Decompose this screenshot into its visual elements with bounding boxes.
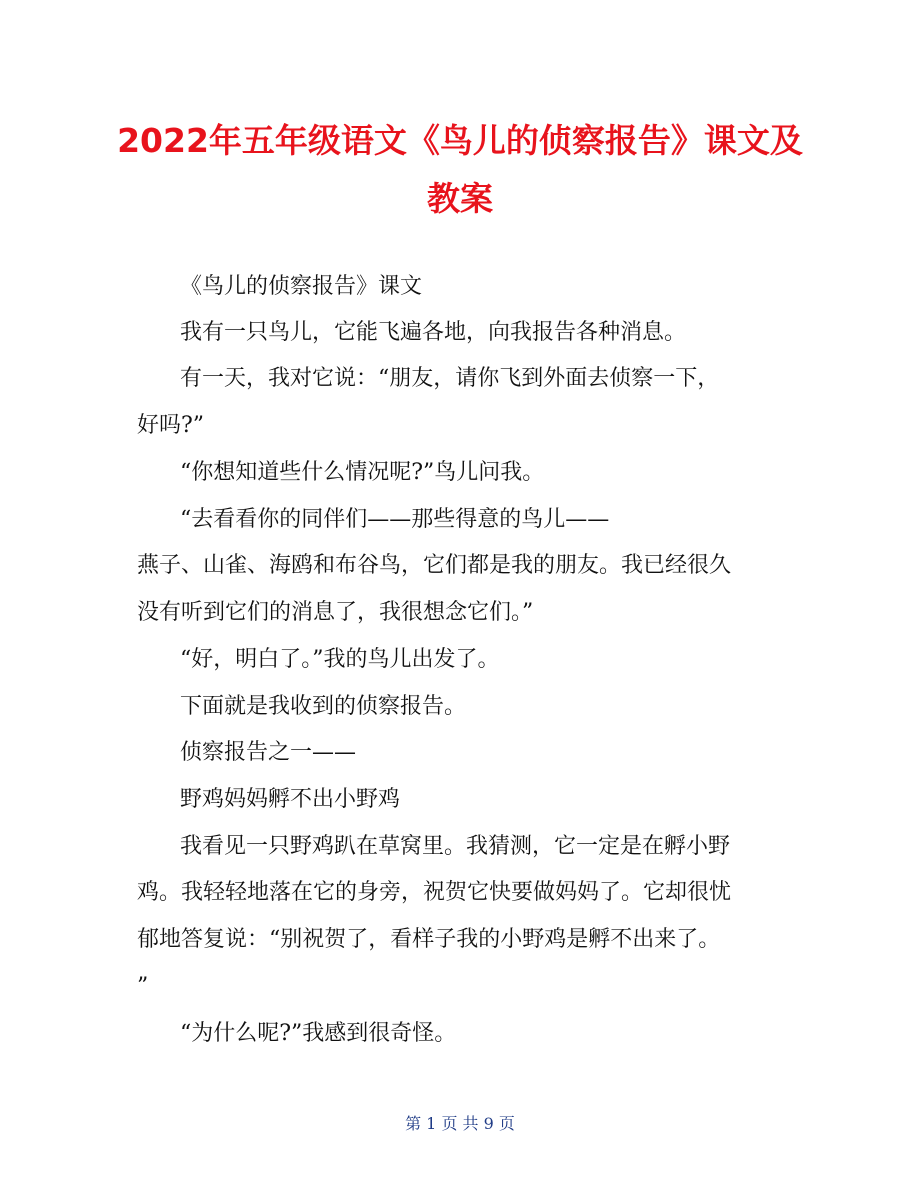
title-line-2: 教案 xyxy=(427,179,493,218)
body-line: 燕子、山雀、海鸥和布谷鸟，它们都是我的朋友。我已经很久 xyxy=(137,553,732,578)
body-line: 野鸡妈妈孵不出小野鸡 xyxy=(180,787,401,812)
body-line: “你想知道些什么情况呢?”鸟儿问我。 xyxy=(180,460,545,485)
body-line: 下面就是我收到的侦察报告。 xyxy=(180,694,467,719)
body-line: 我有一只鸟儿，它能飞遍各地，向我报告各种消息。 xyxy=(180,320,687,345)
body-line: 有一天，我对它说：“朋友，请你飞到外面去侦察一下， xyxy=(180,366,720,391)
body-line: 鸡。我轻轻地落在它的身旁，祝贺它快要做妈妈了。它却很忧 xyxy=(137,880,732,905)
body-line: ” xyxy=(137,974,149,999)
body-line: 侦察报告之一—— xyxy=(180,740,357,765)
body-line: 我看见一只野鸡趴在草窝里。我猜测，它一定是在孵小野 xyxy=(180,834,731,859)
page-number-footer: 第 1 页 共 9 页 xyxy=(405,1114,515,1133)
body-line: 《鸟儿的侦察报告》课文 xyxy=(180,274,423,299)
body-line: 好吗?” xyxy=(137,413,205,438)
body-line: “为什么呢?”我感到很奇怪。 xyxy=(180,1021,457,1046)
body-line: 没有听到它们的消息了，我很想念它们。” xyxy=(137,600,534,625)
title-line-1: 2022年五年级语文《鸟儿的侦察报告》课文及 xyxy=(117,121,803,160)
body-line: “好，明白了。”我的鸟儿出发了。 xyxy=(180,647,500,672)
document-title xyxy=(100,112,820,228)
body-line: 郁地答复说：“别祝贺了，看样子我的小野鸡是孵不出来了。 xyxy=(137,927,721,952)
body-line: “去看看你的同伴们——那些得意的鸟儿—— xyxy=(180,507,610,532)
